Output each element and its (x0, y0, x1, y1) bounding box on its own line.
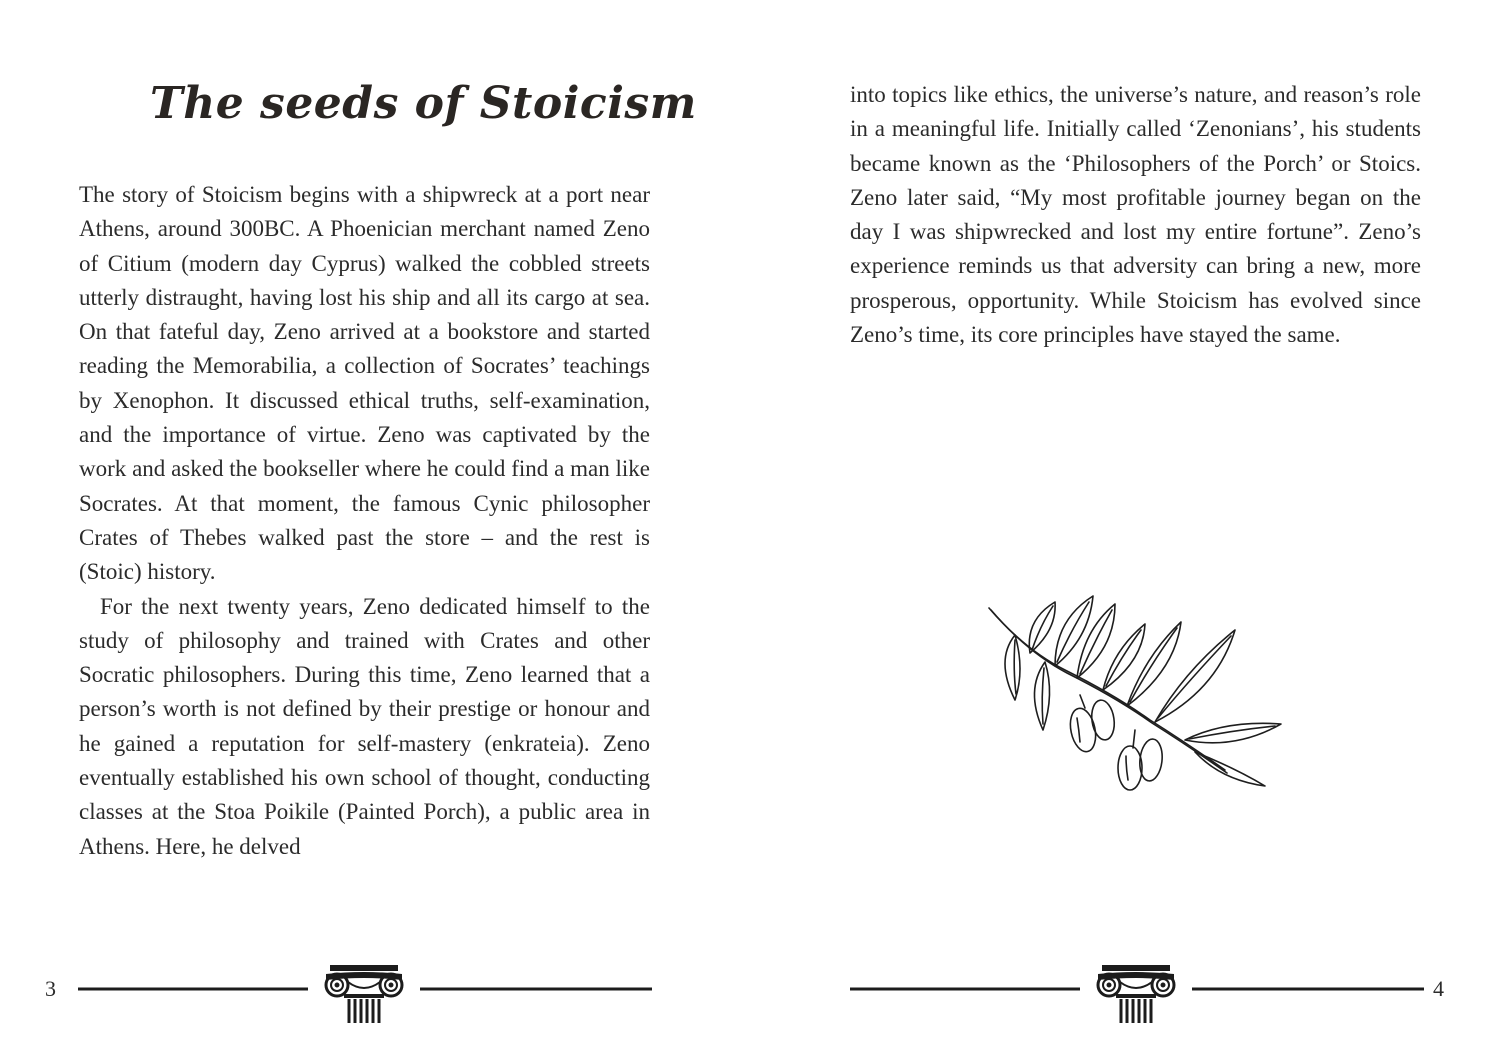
right-body-text (850, 78, 1421, 352)
paragraph: into topics like ethics, the universe’s nature, and reason’s role in a meaningful life. Initially called ‘Zenonians’, his students became known as the ‘Philosophers of the Porch’ or Stoics. Zeno later said, “My most profitable journey began on the day I was shipwrecked and lost my entire fortune”. Zeno’s experience reminds us that adversity can bring a new, more prosperous, opportunity. While Stoicism has evolved since Zeno’s time, its core principles have stayed the same. (850, 82, 1421, 348)
paragraph: The story of Stoicism begins with a shipwreck at a port near Athens, around 300BC. A Phoenician merchant named Zeno of Citium (modern day Cyprus) walked the cobbled streets utterly distraught, having lost his ship and all its cargo at sea. On that fateful day, Zeno arrived at a bookstore and started reading the Memorabilia, a collection of Socrates’ teachings by Xenophon. It discussed ethical truths, self-examination, and the importance of virtue. Zeno was captivated by the work and asked the bookseller where he could find a man like Socrates. At that moment, the famous Cynic philosopher Crates of Thebes walked past the store – and the rest is (Stoic) history. (79, 182, 650, 585)
page-number: 3 (45, 976, 56, 1001)
ionic-column-icon (78, 958, 652, 1028)
left-body-text (79, 178, 650, 864)
page-title: The seeds of Stoicism (150, 78, 697, 129)
paragraph: For the next twenty years, Zeno dedicated himself to the study of philosophy and trained with Crates and other Socratic philosophers. During this time, Zeno learned that a person’s worth is not defined by their prestige or honour and he gained a reputation for self-mastery (enkrateia). Zeno eventually established his own school of thought, conducting classes at the Stoa Poikile (Painted Porch), a public area in Athens. Here, he delved (79, 593, 650, 859)
olive-branch-icon (985, 590, 1285, 800)
page-number: 4 (1433, 976, 1444, 1001)
right-page (750, 0, 1500, 1057)
ionic-column-icon (850, 958, 1424, 1028)
